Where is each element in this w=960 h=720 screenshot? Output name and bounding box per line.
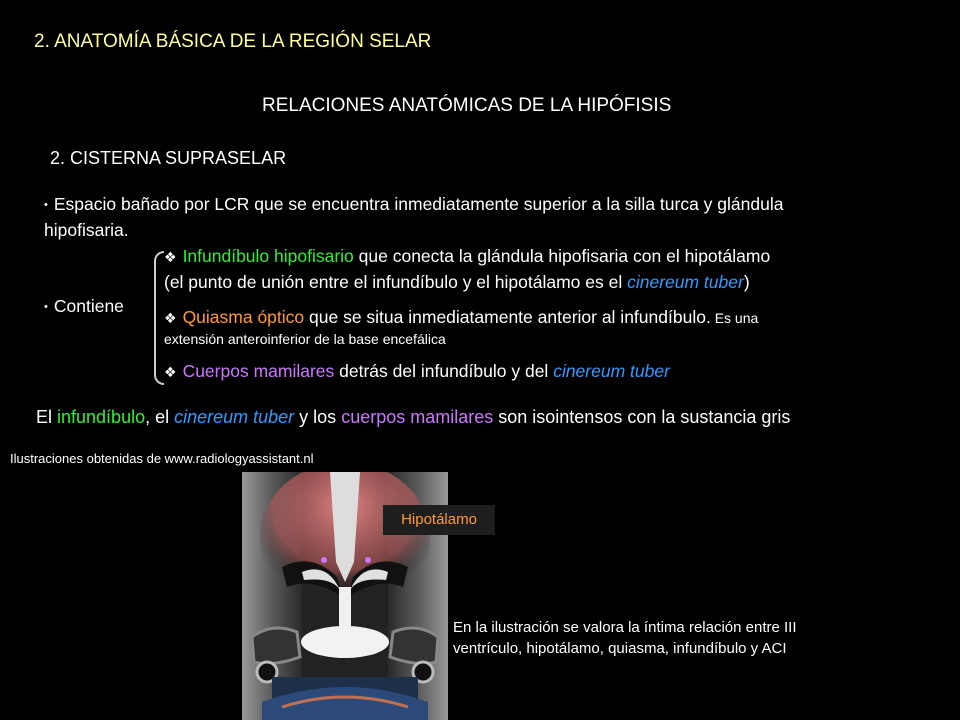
stmt-text: y los [294,407,342,427]
cuerpos-rest: detrás del infundíbulo y del [334,361,554,381]
infundibulo-line2-text: (el punto de unión entre el infundíbulo y el hipotálamo es el [164,272,628,292]
espacio-line-1 [44,194,783,215]
cuerpos-line-1 [164,361,670,382]
bullet-icon: • [44,301,48,313]
infundibulo-term: Infundíbulo hipofisario [182,246,354,266]
stmt-text: El [36,407,58,427]
infundibulo-line-1 [164,246,770,267]
hipotalamo-label: Hipotálamo [383,505,495,535]
diamond-bullet-icon: ❖ [164,364,177,380]
quiasma-line-2: extensión anteroinferior de la base encefálica [164,331,446,347]
cinereum-tuber-term: cinereum tuber [553,361,670,381]
isointensity-statement [36,407,790,428]
stmt-cinereum: cinereum tuber [174,407,295,427]
quiasma-line-1 [164,307,758,328]
contiene-text: Contiene [53,296,124,316]
espacio-text-1: Espacio bañado por LCR que se encuentra inmediatamente superior a la silla turca y glándula [53,194,784,214]
cinereum-tuber-term: cinereum tuber [627,272,744,292]
cuerpos-term: Cuerpos mamilares [182,361,335,381]
espacio-line-2: hipofisaria. [44,220,129,240]
infundibulo-line2-close: ) [743,272,750,292]
diamond-bullet-icon: ❖ [164,310,177,326]
slide-title: 2. ANATOMÍA BÁSICA DE LA REGIÓN SELAR [34,31,432,52]
bullet-icon: • [44,199,48,211]
stmt-text: son isointensos con la sustancia gris [493,407,791,427]
diamond-bullet-icon: ❖ [164,249,177,265]
stmt-infundibulo: infundíbulo [57,407,146,427]
bracket-divider [154,251,164,385]
contiene-label [44,296,124,317]
quiasma-small: Es una [710,310,759,326]
stmt-text: , el [145,407,175,427]
quiasma-term: Quiasma óptico [182,307,305,327]
caption-line-1: En la ilustración se valora la íntima relación entre III [453,619,797,636]
source-credit: Ilustraciones obtenidas de www.radiologyassistant.nl [10,451,314,466]
infundibulo-line-2 [164,272,750,293]
caption-line-2: ventrículo, hipotálamo, quiasma, infundíbulo y ACI [453,640,787,657]
slide-subtitle: RELACIONES ANATÓMICAS DE LA HIPÓFISIS [262,95,672,116]
stmt-cuerpos: cuerpos mamilares [341,407,494,427]
section-heading: 2. CISTERNA SUPRASELAR [50,148,287,168]
quiasma-rest: que se situa inmediatamente anterior al infundíbulo. [304,307,711,327]
infundibulo-rest: que conecta la glándula hipofisaria con el hipotálamo [353,246,771,266]
